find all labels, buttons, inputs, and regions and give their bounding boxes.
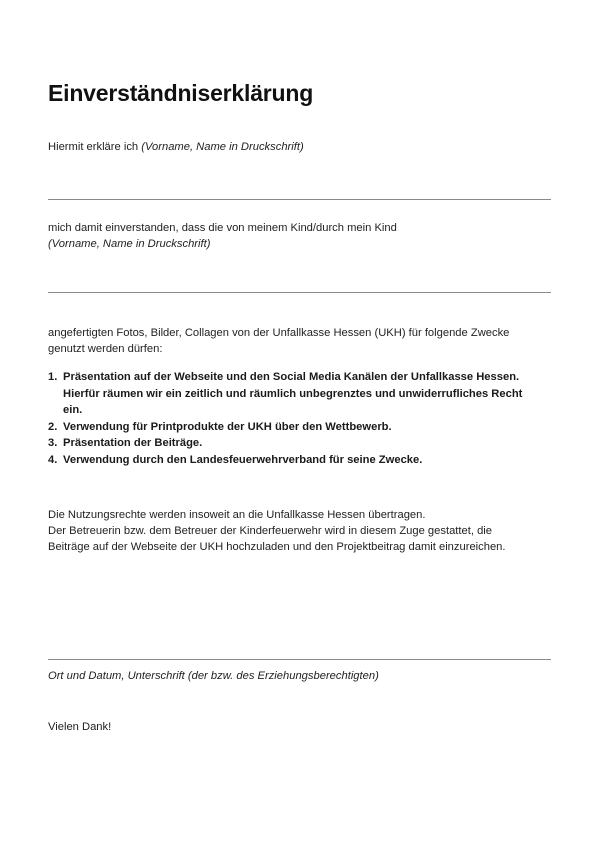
- list-item: [48, 435, 528, 452]
- rights-line-1: Die Nutzungsrechte werden insoweit an die Unfallkasse Hessen übertragen.: [48, 509, 426, 521]
- list-number: 4.: [48, 453, 58, 466]
- page-title: Einverständniserklärung: [48, 80, 314, 106]
- name-input-line-2[interactable]: [48, 292, 551, 293]
- declare-line: [48, 139, 552, 155]
- rights-line-2: Der Betreuerin bzw. dem Betreuer der Kinderfeuerwehr wird in diesem Zuge gestattet, die: [48, 525, 492, 537]
- name-input-line-1[interactable]: [48, 199, 551, 200]
- consent-paragraph: [48, 220, 552, 252]
- declare-prefix: Hiermit erkläre ich: [48, 141, 139, 153]
- list-number: 3.: [48, 437, 58, 449]
- name-hint-1: (Vorname, Name in Druckschrift): [141, 141, 304, 153]
- list-item-line: Hierfür räumen wir ein zeitlich und räumlich unbegrenztes und unwiderrufliches Recht: [63, 387, 523, 400]
- consent-line: mich damit einverstanden, dass die von meinem Kind/durch mein Kind: [48, 222, 397, 234]
- purpose-intro-line-1: angefertigten Fotos, Bilder, Collagen von der Unfallkasse Hessen (UKH) für folgende Zwecke: [48, 327, 510, 339]
- list-item: [48, 369, 528, 419]
- list-item: [48, 452, 528, 469]
- purpose-list: [48, 369, 528, 468]
- purpose-intro: [48, 325, 552, 357]
- closing-text: Vielen Dank!: [48, 721, 112, 733]
- list-item-line: ein.: [63, 404, 83, 416]
- rights-paragraph: [48, 507, 552, 555]
- list-item-line: Verwendung durch den Landesfeuerwehrverband für seine Zwecke.: [63, 453, 423, 466]
- rights-line-3: Beiträge auf der Webseite der UKH hochzuladen und den Projektbeitrag damit einzureichen.: [48, 541, 506, 553]
- list-item-line: Verwendung für Printprodukte der UKH über den Wettbewerb.: [63, 420, 392, 433]
- list-item-line: Präsentation der Beiträge.: [63, 437, 203, 449]
- list-number: 1.: [48, 371, 58, 383]
- signature-hint: Ort und Datum, Unterschrift (der bzw. des Erziehungsberechtigten): [48, 670, 379, 682]
- signature-input-line[interactable]: [48, 659, 551, 660]
- list-number: 2.: [48, 420, 58, 433]
- list-item: [48, 419, 528, 436]
- list-item-line: Präsentation auf der Webseite und den Social Media Kanälen der Unfallkasse Hessen.: [63, 371, 520, 383]
- purpose-intro-line-2: genutzt werden dürfen:: [48, 343, 163, 355]
- name-hint-2: (Vorname, Name in Druckschrift): [48, 238, 211, 250]
